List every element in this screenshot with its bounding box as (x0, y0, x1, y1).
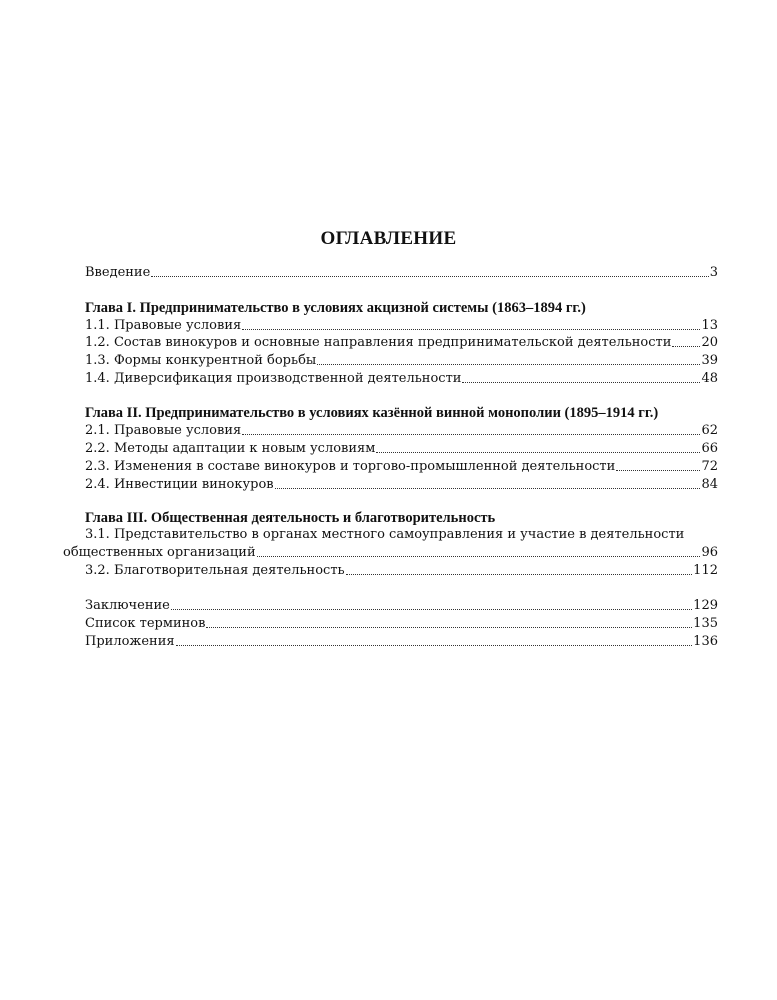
toc-entry-label: 1.4. Диверсификация производственной деятельности (85, 371, 462, 386)
dot-leader (346, 574, 693, 575)
toc-entry-label: Введение (85, 265, 151, 280)
toc-entry-page: 39 (701, 353, 718, 368)
toc-entry-conclusion[interactable] (85, 597, 718, 614)
dot-leader (176, 645, 693, 646)
toc-entry-2-2[interactable] (85, 440, 718, 457)
dot-leader (206, 627, 692, 628)
toc-entry-page: 135 (693, 616, 718, 631)
toc-entry-page: 3 (709, 265, 718, 280)
toc-entry-page: 20 (701, 335, 718, 350)
dot-leader (462, 382, 700, 383)
chapter-3-heading: Глава III. Общественная деятельность и благотворительность (85, 510, 496, 526)
toc-entry-label: 1.1. Правовые условия (85, 318, 242, 333)
dot-leader (616, 470, 700, 471)
toc-entry-1-4[interactable] (85, 370, 718, 387)
toc-entry-1-1[interactable] (85, 317, 718, 334)
toc-entry-label: Список терминов (85, 616, 206, 631)
toc-entry-label: 2.1. Правовые условия (85, 423, 242, 438)
toc-entry-2-4[interactable] (85, 476, 718, 493)
toc-entry-page: 84 (701, 477, 718, 492)
toc-entry-glossary[interactable] (85, 615, 718, 632)
toc-entry-intro[interactable] (85, 264, 718, 281)
toc-entry-page: 66 (701, 441, 718, 456)
dot-leader (242, 434, 700, 435)
chapter-1-heading: Глава I. Предпринимательство в условиях акцизной системы (1863–1894 гг.) (85, 300, 586, 316)
toc-entry-page: 112 (693, 563, 718, 578)
toc-entry-2-1[interactable] (85, 422, 718, 439)
toc-entry-page: 96 (701, 545, 718, 560)
toc-entry-page: 136 (693, 634, 718, 649)
toc-entry-page: 62 (701, 423, 718, 438)
dot-leader (257, 556, 701, 557)
chapter-2-heading: Глава II. Предпринимательство в условиях казённой винной монополии (1895–1914 гг.) (85, 405, 659, 421)
toc-entry-label: общественных организаций (63, 545, 256, 560)
toc-entry-label: 2.2. Методы адаптации к новым условиям (85, 441, 376, 456)
dot-leader (242, 329, 700, 330)
toc-entry-label: 2.3. Изменения в составе винокуров и торгово-промышленной деятельности (85, 459, 616, 474)
toc-entry-label: Заключение (85, 598, 170, 613)
toc-entry-3-1[interactable] (63, 544, 718, 561)
dot-leader (376, 452, 700, 453)
toc-entry-appendices[interactable] (85, 633, 718, 650)
toc-entry-label: 3.2. Благотворительная деятельность (85, 563, 345, 578)
toc-entry-label: 2.4. Инвестиции винокуров (85, 477, 274, 492)
dot-leader (151, 276, 708, 277)
toc-entry-page: 129 (693, 598, 718, 613)
dot-leader (171, 609, 692, 610)
toc-entry-label: 1.3. Формы конкурентной борьбы (85, 353, 317, 368)
toc-entry-page: 72 (701, 459, 718, 474)
toc-entry-label: Приложения (85, 634, 175, 649)
toc-entry-1-2[interactable] (85, 334, 718, 351)
toc-entry-1-3[interactable] (85, 352, 718, 369)
toc-entry-3-1-line1[interactable]: 3.1. Представительство в органах местного самоуправления и участие в деятельности (85, 527, 685, 542)
toc-entry-2-3[interactable] (85, 458, 718, 475)
toc-entry-label: 1.2. Состав винокуров и основные направления предпринимательской деятельности (85, 335, 672, 350)
toc-entry-3-2[interactable] (85, 562, 718, 579)
toc-entry-page: 48 (701, 371, 718, 386)
dot-leader (275, 488, 701, 489)
toc-entry-page: 13 (701, 318, 718, 333)
dot-leader (672, 346, 700, 347)
page-title: ОГЛАВЛЕНИЕ (320, 228, 457, 249)
dot-leader (317, 364, 700, 365)
